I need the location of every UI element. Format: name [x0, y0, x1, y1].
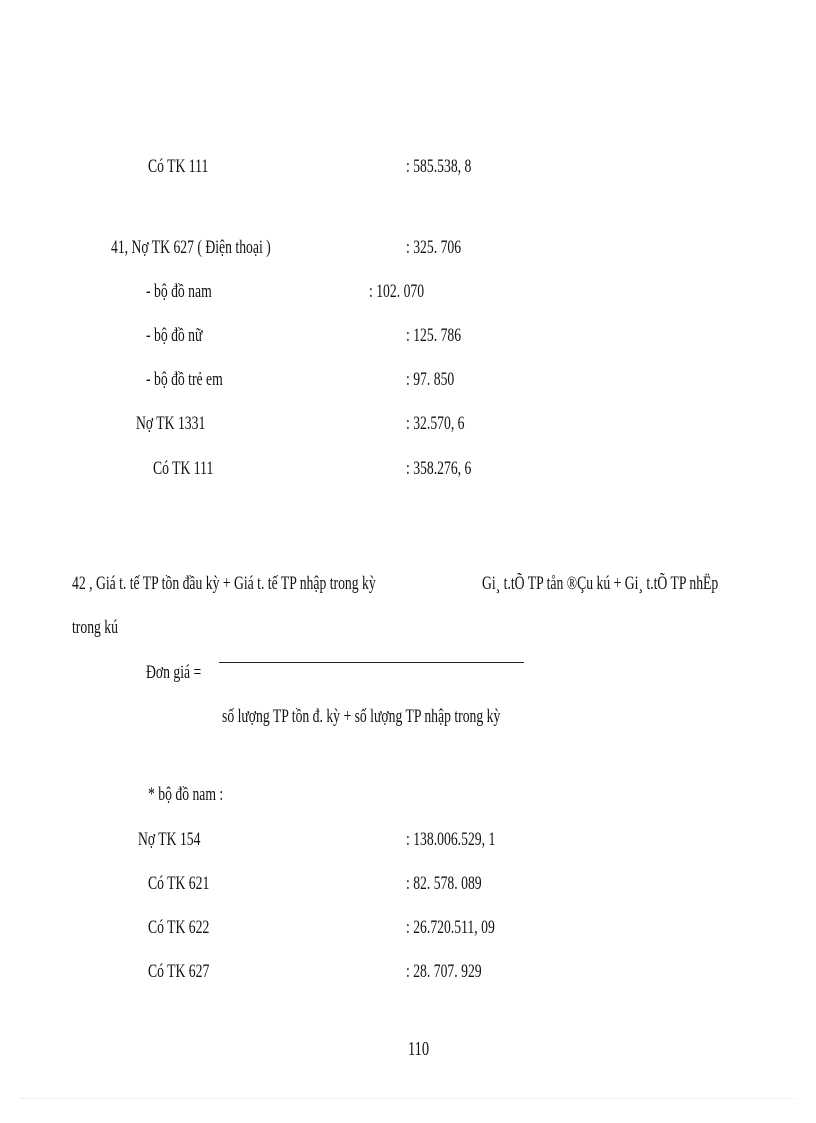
entry-value: : 358.276, 6 — [406, 458, 472, 479]
formula-garbled-text: Gi¸ t.tÕ TP tån ®Çu kú + Gi¸ t.tÕ TP nhËp — [482, 573, 719, 594]
entry-label: 41, Nợ TK 627 ( Điện thoại ) — [111, 237, 271, 258]
entry-label: Có TK 111 — [153, 458, 214, 479]
footer-divider — [20, 1098, 796, 1099]
entry-value: : 28. 707. 929 — [406, 961, 482, 982]
entry-value: : 102. 070 — [369, 281, 425, 302]
entry-label: Có TK 111 — [148, 156, 209, 177]
entry-value: : 585.538, 8 — [406, 156, 472, 177]
entry-label: Có TK 622 — [148, 917, 210, 938]
formula-denominator: số lượng TP tồn đ. kỳ + số lượng TP nhập trong kỳ — [222, 706, 501, 727]
entry-label: Có TK 627 — [148, 961, 210, 982]
entry-value: : 97. 850 — [406, 369, 455, 390]
entry-value: : 82. 578. 089 — [406, 873, 482, 894]
page-number: 110 — [408, 1038, 430, 1060]
fraction-bar — [219, 662, 524, 663]
section-heading: * bộ đồ nam : — [148, 784, 224, 805]
entry-value: : 32.570, 6 — [406, 413, 465, 434]
formula-continuation: trong kú — [72, 617, 118, 638]
entry-label: Nợ TK 154 — [138, 829, 201, 850]
entry-value: : 138.006.529, 1 — [406, 829, 496, 850]
unit-price-label: Đơn giá = — [146, 662, 202, 683]
entry-label: - bộ đồ nam — [146, 281, 212, 302]
entry-value: : 26.720.511, 09 — [406, 917, 495, 938]
entry-value: : 125. 786 — [406, 325, 462, 346]
entry-value: : 325. 706 — [406, 237, 462, 258]
entry-label: - bộ đồ nữ — [146, 325, 203, 346]
entry-label: - bộ đồ trẻ em — [146, 369, 223, 390]
entry-label: Có TK 621 — [148, 873, 210, 894]
formula-numerator-text: 42 , Giá t. tế TP tồn đầu kỳ + Giá t. tế TP nhập trong kỳ — [72, 573, 376, 594]
entry-label: Nợ TK 1331 — [136, 413, 206, 434]
